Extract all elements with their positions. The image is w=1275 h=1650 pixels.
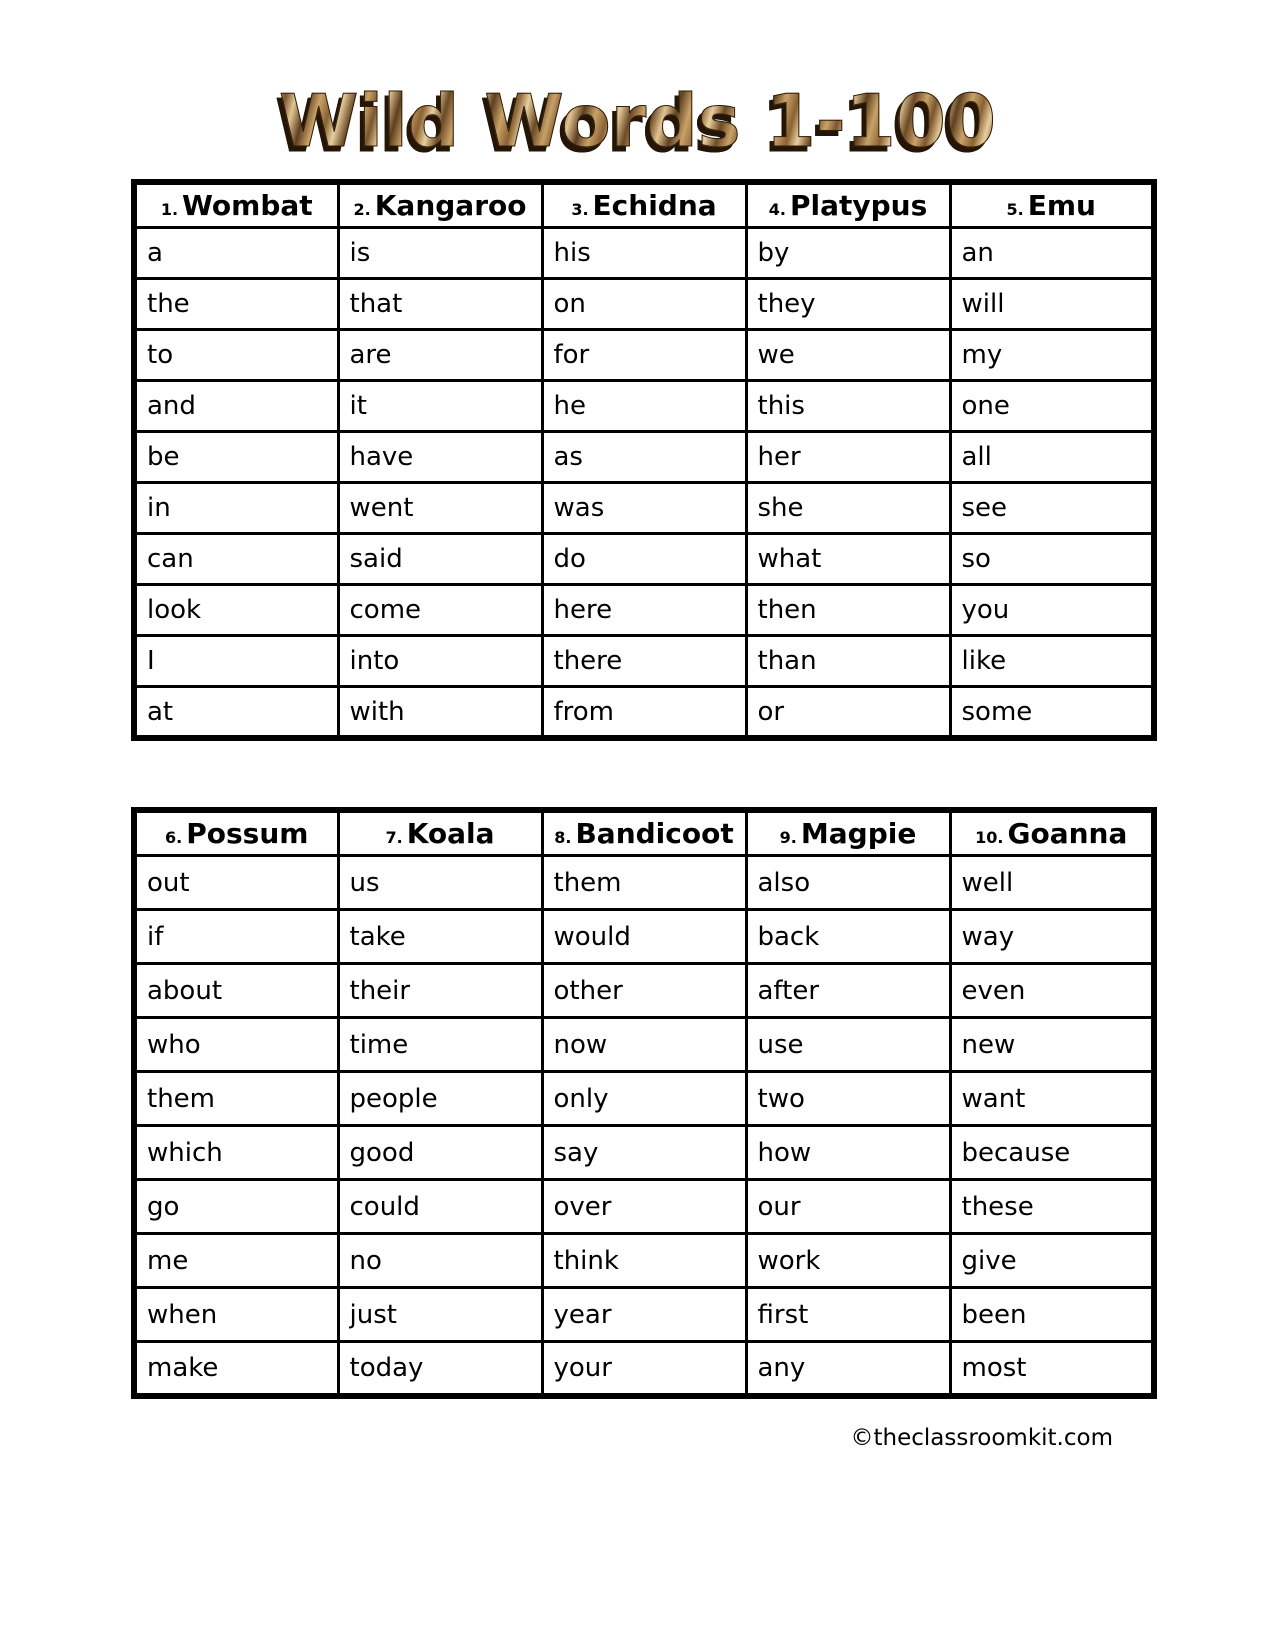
word-cell: some xyxy=(950,687,1154,738)
word-cell: time xyxy=(338,1018,542,1072)
column-header-emu xyxy=(950,182,1154,228)
word-cell: I xyxy=(134,636,338,687)
word-row xyxy=(134,1180,1154,1234)
word-cell: them xyxy=(134,1072,338,1126)
word-cell: her xyxy=(746,432,950,483)
word-cell: today xyxy=(338,1342,542,1396)
column-header-wombat xyxy=(134,182,338,228)
word-cell: work xyxy=(746,1234,950,1288)
column-animal-name: Echidna xyxy=(592,189,717,223)
word-cell: us xyxy=(338,856,542,910)
word-cell: with xyxy=(338,687,542,738)
word-cell: that xyxy=(338,279,542,330)
word-cell: for xyxy=(542,330,746,381)
word-cell: or xyxy=(746,687,950,738)
sight-words-table-2 xyxy=(131,807,1157,1399)
page-title: Wild Words 1-100 xyxy=(0,80,1275,163)
word-cell: want xyxy=(950,1072,1154,1126)
title-spacer xyxy=(0,163,1275,179)
word-cell: go xyxy=(134,1180,338,1234)
word-cell: these xyxy=(950,1180,1154,1234)
word-cell: and xyxy=(134,381,338,432)
word-row xyxy=(134,330,1154,381)
word-cell: from xyxy=(542,687,746,738)
word-cell: your xyxy=(542,1342,746,1396)
word-cell: year xyxy=(542,1288,746,1342)
word-cell: they xyxy=(746,279,950,330)
column-number: 6. xyxy=(165,828,183,848)
word-cell: into xyxy=(338,636,542,687)
word-cell: only xyxy=(542,1072,746,1126)
column-number: 4. xyxy=(768,200,786,220)
word-cell: look xyxy=(134,585,338,636)
word-cell: like xyxy=(950,636,1154,687)
word-cell: was xyxy=(542,483,746,534)
word-cell: just xyxy=(338,1288,542,1342)
column-number: 3. xyxy=(571,200,589,220)
header-row xyxy=(134,810,1154,856)
word-row xyxy=(134,1234,1154,1288)
header-row xyxy=(134,182,1154,228)
word-cell: their xyxy=(338,964,542,1018)
word-row xyxy=(134,964,1154,1018)
word-cell: even xyxy=(950,964,1154,1018)
word-cell: are xyxy=(338,330,542,381)
word-cell: which xyxy=(134,1126,338,1180)
word-cell: well xyxy=(950,856,1154,910)
word-row xyxy=(134,432,1154,483)
column-animal-name: Goanna xyxy=(1007,817,1128,851)
word-cell: is xyxy=(338,228,542,279)
word-cell: no xyxy=(338,1234,542,1288)
word-row xyxy=(134,585,1154,636)
column-number: 2. xyxy=(353,200,371,220)
word-cell: have xyxy=(338,432,542,483)
word-row xyxy=(134,534,1154,585)
word-row xyxy=(134,1072,1154,1126)
column-animal-name: Possum xyxy=(186,817,309,851)
word-cell: me xyxy=(134,1234,338,1288)
column-animal-name: Platypus xyxy=(789,189,928,223)
word-row xyxy=(134,381,1154,432)
word-cell: to xyxy=(134,330,338,381)
column-header-kangaroo xyxy=(338,182,542,228)
word-cell: could xyxy=(338,1180,542,1234)
word-cell: our xyxy=(746,1180,950,1234)
word-cell: when xyxy=(134,1288,338,1342)
table-gap xyxy=(131,741,1157,807)
word-cell: them xyxy=(542,856,746,910)
word-cell: see xyxy=(950,483,1154,534)
word-cell: the xyxy=(134,279,338,330)
column-header-magpie xyxy=(746,810,950,856)
word-cell: any xyxy=(746,1342,950,1396)
word-row xyxy=(134,856,1154,910)
word-cell: take xyxy=(338,910,542,964)
word-cell: do xyxy=(542,534,746,585)
word-cell: over xyxy=(542,1180,746,1234)
column-animal-name: Kangaroo xyxy=(374,189,527,223)
word-cell: now xyxy=(542,1018,746,1072)
column-header-platypus xyxy=(746,182,950,228)
word-cell: all xyxy=(950,432,1154,483)
word-cell: went xyxy=(338,483,542,534)
word-cell: after xyxy=(746,964,950,1018)
word-cell: because xyxy=(950,1126,1154,1180)
word-cell: who xyxy=(134,1018,338,1072)
word-cell: on xyxy=(542,279,746,330)
word-cell: it xyxy=(338,381,542,432)
column-number: 9. xyxy=(779,828,797,848)
column-header-possum xyxy=(134,810,338,856)
column-number: 1. xyxy=(160,200,179,220)
column-header-bandicoot xyxy=(542,810,746,856)
word-cell: if xyxy=(134,910,338,964)
word-row xyxy=(134,228,1154,279)
word-cell: one xyxy=(950,381,1154,432)
word-cell: my xyxy=(950,330,1154,381)
word-cell: first xyxy=(746,1288,950,1342)
word-cell: people xyxy=(338,1072,542,1126)
footer-credit: ©theclassroomkit.com xyxy=(850,1424,1113,1451)
word-cell: said xyxy=(338,534,542,585)
column-animal-name: Bandicoot xyxy=(575,817,734,851)
column-number: 8. xyxy=(554,828,572,848)
word-row xyxy=(134,636,1154,687)
word-cell: a xyxy=(134,228,338,279)
word-cell: say xyxy=(542,1126,746,1180)
column-animal-name: Wombat xyxy=(182,189,313,223)
word-cell: than xyxy=(746,636,950,687)
word-cell: then xyxy=(746,585,950,636)
column-header-koala xyxy=(338,810,542,856)
word-row xyxy=(134,279,1154,330)
word-row xyxy=(134,687,1154,738)
column-header-goanna xyxy=(950,810,1154,856)
column-number: 7. xyxy=(385,828,403,848)
column-number: 5. xyxy=(1006,200,1024,220)
word-cell: how xyxy=(746,1126,950,1180)
word-cell: an xyxy=(950,228,1154,279)
word-cell: new xyxy=(950,1018,1154,1072)
word-cell: two xyxy=(746,1072,950,1126)
word-row xyxy=(134,1288,1154,1342)
word-cell: way xyxy=(950,910,1154,964)
word-cell: she xyxy=(746,483,950,534)
word-cell: make xyxy=(134,1342,338,1396)
word-row xyxy=(134,910,1154,964)
word-cell: be xyxy=(134,432,338,483)
word-cell: here xyxy=(542,585,746,636)
word-cell: give xyxy=(950,1234,1154,1288)
worksheet-content xyxy=(131,179,1157,1399)
word-cell: come xyxy=(338,585,542,636)
word-cell: his xyxy=(542,228,746,279)
column-header-echidna xyxy=(542,182,746,228)
word-cell: there xyxy=(542,636,746,687)
word-cell: we xyxy=(746,330,950,381)
word-cell: out xyxy=(134,856,338,910)
word-cell: will xyxy=(950,279,1154,330)
column-number: 10. xyxy=(975,828,1004,848)
word-cell: this xyxy=(746,381,950,432)
sight-words-table-1 xyxy=(131,179,1157,741)
word-cell: good xyxy=(338,1126,542,1180)
word-cell: can xyxy=(134,534,338,585)
word-cell: been xyxy=(950,1288,1154,1342)
word-cell: so xyxy=(950,534,1154,585)
word-cell: by xyxy=(746,228,950,279)
column-animal-name: Magpie xyxy=(800,817,917,851)
word-row xyxy=(134,1018,1154,1072)
word-cell: would xyxy=(542,910,746,964)
word-cell: you xyxy=(950,585,1154,636)
word-cell: in xyxy=(134,483,338,534)
word-cell: at xyxy=(134,687,338,738)
word-row xyxy=(134,1342,1154,1396)
word-cell: most xyxy=(950,1342,1154,1396)
word-cell: what xyxy=(746,534,950,585)
word-cell: use xyxy=(746,1018,950,1072)
column-animal-name: Koala xyxy=(406,817,495,851)
word-cell: other xyxy=(542,964,746,1018)
word-cell: as xyxy=(542,432,746,483)
word-cell: about xyxy=(134,964,338,1018)
word-cell: think xyxy=(542,1234,746,1288)
word-cell: also xyxy=(746,856,950,910)
column-animal-name: Emu xyxy=(1027,189,1096,223)
word-cell: he xyxy=(542,381,746,432)
word-row xyxy=(134,1126,1154,1180)
word-cell: back xyxy=(746,910,950,964)
word-row xyxy=(134,483,1154,534)
